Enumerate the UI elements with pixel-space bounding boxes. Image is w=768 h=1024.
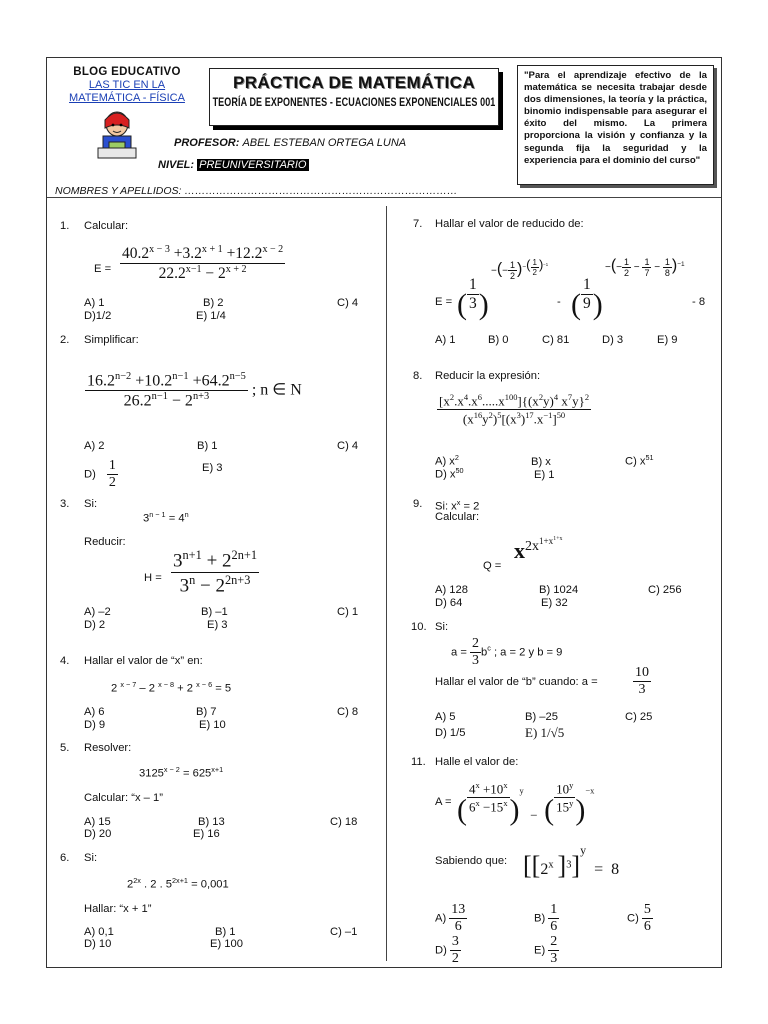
q8-text: Reducir la expresión: [435, 370, 541, 382]
q9-option-d[interactable]: D) 64 [435, 597, 463, 609]
q9-option-c[interactable]: C) 256 [648, 584, 682, 596]
q3-formula: $\frac{3^{n+1} + 2^{2n+1}}{3^n - 2^{2n+3}}$ [173, 548, 258, 597]
q5-option-e[interactable]: E) 16 [193, 828, 220, 840]
q9-lhs: Q = [483, 560, 502, 572]
q5-option-b[interactable]: B) 13 [198, 816, 225, 828]
q11-option-a-label: A) [435, 912, 447, 925]
q6-option-d[interactable]: D) 10 [84, 938, 112, 950]
q2-condition: ; n ∈ N [251, 381, 302, 399]
q11-option-e-label: E) [534, 944, 546, 957]
q10-text-2: Hallar el valor de “b” cuando: a = [435, 676, 598, 688]
q3-lhs: H = [144, 572, 162, 584]
q2-option-e[interactable]: E) 3 [202, 462, 223, 474]
q5-number: 5. [60, 742, 70, 754]
q2-option-d-label: D) [84, 468, 96, 481]
q2-option-d-num: 1 [108, 458, 116, 473]
q5-text: Resolver: [84, 742, 132, 754]
q10-option-e[interactable]: E) 1/√5 [525, 725, 565, 740]
blog-block [55, 66, 199, 105]
q9-text: Si: $x^x = 2$ [435, 498, 480, 513]
profesor-label: PROFESOR: [174, 137, 240, 149]
q8-option-d-label: D) x [435, 468, 456, 481]
q3-text: Si: [84, 498, 98, 510]
q10-option-a[interactable]: A) 5 [435, 711, 456, 723]
q11-option-b[interactable]: B) $\frac{1}{6}$ [534, 902, 558, 934]
q1-option-c[interactable]: C) 4 [337, 297, 359, 309]
q4-option-d[interactable]: D) 9 [84, 719, 106, 731]
q3-option-e[interactable]: E) 3 [207, 619, 228, 631]
q5-option-d[interactable]: D) 20 [84, 828, 112, 840]
q5-option-a[interactable]: A) 15 [84, 816, 111, 828]
q1-formula: $\frac{40.2^{x - 3} +3.2^{x + 1} +12.2^{x - 2}}{22.2^{x-1} - 2^{x + 2}}$ [122, 244, 284, 283]
q5-option-c[interactable]: C) 18 [330, 816, 358, 828]
q2-option-a[interactable]: A) 2 [84, 440, 105, 452]
blog-link-1[interactable]: LAS TIC EN LA [88, 79, 166, 91]
profesor-name: ABEL ESTEBAN ORTEGA LUNA [242, 137, 407, 149]
q7-number: 7. [413, 218, 423, 230]
nivel-line [158, 159, 309, 171]
nombres-line: NOMBRES Y APELLIDOS: …………………………………………………………………… [55, 185, 458, 197]
q9-option-b[interactable]: B) 1024 [539, 584, 579, 596]
q7-exp-2: −(− $\frac{1}{2}$ − $\frac{1}{7}$ − $\frac{1}{8}$ )$^{-1}$ [605, 257, 685, 278]
q2-number: 2. [60, 334, 70, 346]
q11-option-d[interactable]: D) $\frac{3}{2}$ [435, 934, 459, 966]
q9-option-a[interactable]: A) 128 [435, 584, 468, 596]
q10-text: Si: [435, 621, 449, 633]
q11-condition: [[2$^x$ ]$^3$]$^y$ = 8 [523, 843, 620, 880]
q1-option-b[interactable]: B) 2 [203, 297, 224, 309]
q6-number: 6. [60, 852, 70, 864]
q4-option-b[interactable]: B) 7 [196, 706, 217, 718]
q6-option-e[interactable]: E) 100 [210, 938, 243, 950]
q8-option-b[interactable]: B) x [531, 456, 551, 468]
q8-option-c-label: C) x [625, 455, 646, 468]
q7-exp-1: −(− $\frac{1}{2}$ )$^{-( \frac{1}{2} )^{-1}}$ [491, 257, 549, 282]
q10-option-c[interactable]: C) 25 [625, 711, 653, 723]
q11-text-2: Sabiendo que: [435, 855, 508, 867]
q8-option-a[interactable]: A) $x^2$ [435, 453, 459, 468]
q6-option-a[interactable]: A) 0,1 [84, 926, 114, 938]
q7-option-a[interactable]: A) 1 [435, 334, 456, 346]
q4-equation: 2 $^{x - 7}$ – 2 $^{x - 8}$ + 2 $^{x - 6}$ = 5 [111, 680, 232, 695]
q11-option-d-label: D) [435, 944, 447, 957]
q3-option-b[interactable]: B) –1 [201, 606, 228, 618]
profesor-line [174, 137, 406, 149]
q8-formula: $\frac{[x^2.x^4.x^6.....x^{100}]\{(x^2y)^4 x^7y\}^2}{(x^{16}y^2)^5[(x^3)^{17}.x^{-1}]^{50}}$ [439, 392, 590, 427]
q9-number: 9. [413, 498, 423, 510]
q6-rhs: = 0,001 [191, 878, 229, 891]
column-divider [386, 206, 387, 961]
q7-option-e[interactable]: E) 9 [657, 334, 678, 346]
q6-equation: $2^{2x}$ . 2 . $5^{2x+1} = 0,001$ [127, 876, 229, 891]
q6-option-c[interactable]: C) –1 [330, 926, 358, 938]
q11-option-a[interactable]: A) $\frac{13}{6}$ [435, 902, 466, 934]
q7-lhs: E = [435, 296, 453, 308]
q1-option-e[interactable]: E) 1/4 [196, 310, 226, 322]
q8-option-c[interactable]: C) $x^{51}$ [625, 453, 654, 468]
nivel-value: PREUNIVERSITARIO [199, 159, 307, 171]
q8-option-e[interactable]: E) 1 [534, 469, 555, 481]
q3-text-2: Reducir: [84, 536, 126, 548]
q7-option-d[interactable]: D) 3 [602, 334, 624, 346]
q6-option-b[interactable]: B) 1 [215, 926, 236, 938]
q1-number: 1. [60, 220, 70, 232]
q3-option-a[interactable]: A) –2 [84, 606, 111, 618]
page-title: PRÁCTICA DE MATEMÁTICA [232, 73, 476, 92]
q2-formula: $\frac{16.2^{n-2} +10.2^{n-1} +64.2^{n-5}}{26.2^{n-1} - 2^{n+3}}$ ; n ∈ N [87, 371, 302, 410]
title-box [209, 68, 499, 126]
q1-option-d[interactable]: D)1/2 [84, 310, 112, 322]
nivel-label: NIVEL: [158, 159, 195, 171]
quote-box: "Para el aprendizaje efectivo de la matemática se necesita trabajar desde dos dimensiones, la teoría y la práctica, binomio indispensable para asegurar el éxito del mismo. La primera proporciona la visión y confianza y la segunda fija la seguridad y la experiencia para el dominio del curso" [517, 65, 714, 185]
q9-text-2: Calcular: [435, 511, 480, 523]
q4-option-e[interactable]: E) 10 [199, 719, 226, 731]
q7-option-b[interactable]: B) 0 [488, 334, 509, 346]
q11-lhs: A = [435, 796, 452, 808]
q7-tail: - 8 [692, 296, 706, 308]
header [47, 58, 721, 198]
page-subtitle: TEORÍA DE EXPONENTES - ECUACIONES EXPONENCIALES 001 [212, 95, 496, 109]
q5-equation: $3125^{x - 2} = 625^{x+1}$ [139, 765, 224, 780]
q9-formula: $x^{2x^{1+x^{1+x}}}$ [514, 536, 563, 564]
q10-a-value: $\frac{10}{3}$ [635, 665, 649, 697]
q10-number: 10. [411, 621, 427, 633]
q2-text: Simplificar: [84, 334, 139, 346]
q7-minus: - [557, 296, 561, 308]
q6-text: Si: [84, 852, 98, 864]
q11-option-c-label: C) [627, 912, 639, 925]
q7-term-1: ( $\frac{1}{3}$ ) [457, 276, 489, 321]
q8-option-a-label: A) x [435, 455, 455, 468]
q8-option-d[interactable]: D) $x^{50}$ [435, 466, 464, 481]
q3-option-c[interactable]: C) 1 [337, 606, 359, 618]
q5-text-2: Calcular: “x – 1” [84, 792, 163, 804]
q10-condition-text: ; a = 2 y b = 9 [493, 646, 563, 659]
q9-text-a: Si: x [435, 500, 457, 513]
q1-text: Calcular: [84, 220, 129, 232]
q11-option-b-label: B) [534, 912, 546, 925]
q4-text: Hallar el valor de “x” en: [84, 655, 203, 667]
blog-title: BLOG EDUCATIVO [73, 66, 181, 78]
student-mascot-icon [95, 110, 139, 162]
q2-option-c[interactable]: C) 4 [337, 440, 359, 452]
q11-formula: ( $\frac{4^x +10^x}{6^x -15^x}$ )$^y$ − ( $\frac{10^y}{15^y}$ )$^{-x}$ [457, 780, 595, 827]
blog-link-2[interactable]: MATEMÁTICA - FÍSICA [69, 92, 185, 104]
q2-option-b[interactable]: B) 1 [197, 440, 218, 452]
q3-condition: $3^{n - 1} = 4^n$ [143, 510, 189, 525]
q1-lhs: E = [94, 263, 112, 275]
q4-option-c[interactable]: C) 8 [337, 706, 359, 718]
q11-option-c[interactable]: C) $\frac{5}{6}$ [627, 902, 651, 934]
q9-text-b: = 2 [463, 500, 480, 513]
q3-number: 3. [60, 498, 70, 510]
q7-text: Hallar el valor de reducido de: [435, 218, 584, 230]
q10-option-d[interactable]: D) 1/5 [435, 727, 466, 739]
q8-number: 8. [413, 370, 423, 382]
worksheet [46, 57, 722, 968]
q6-text-2: Hallar: “x + 1” [84, 903, 152, 915]
q3-option-d[interactable]: D) 2 [84, 619, 106, 631]
q2-option-d-den: 2 [108, 475, 116, 490]
q3-condition-text: = 4 [168, 512, 185, 525]
q11-option-e[interactable]: E) $\frac{2}{3}$ [534, 934, 558, 966]
q1-option-a[interactable]: A) 1 [84, 297, 105, 309]
q4-number: 4. [60, 655, 70, 667]
q7-term-2: ( $\frac{1}{9}$ ) [571, 276, 603, 321]
q11-text: Halle el valor de: [435, 756, 519, 768]
q4-option-a[interactable]: A) 6 [84, 706, 105, 718]
q11-number: 11. [411, 756, 426, 768]
q10-condition: a = $\frac{2}{3}$ $b^c$ ; a = 2 y b = 9 [451, 636, 563, 668]
q9-option-e[interactable]: E) 32 [541, 597, 568, 609]
q2-option-d[interactable] [84, 458, 118, 491]
q7-option-c[interactable]: C) 81 [542, 334, 570, 346]
q10-option-b[interactable]: B) –25 [525, 711, 558, 723]
